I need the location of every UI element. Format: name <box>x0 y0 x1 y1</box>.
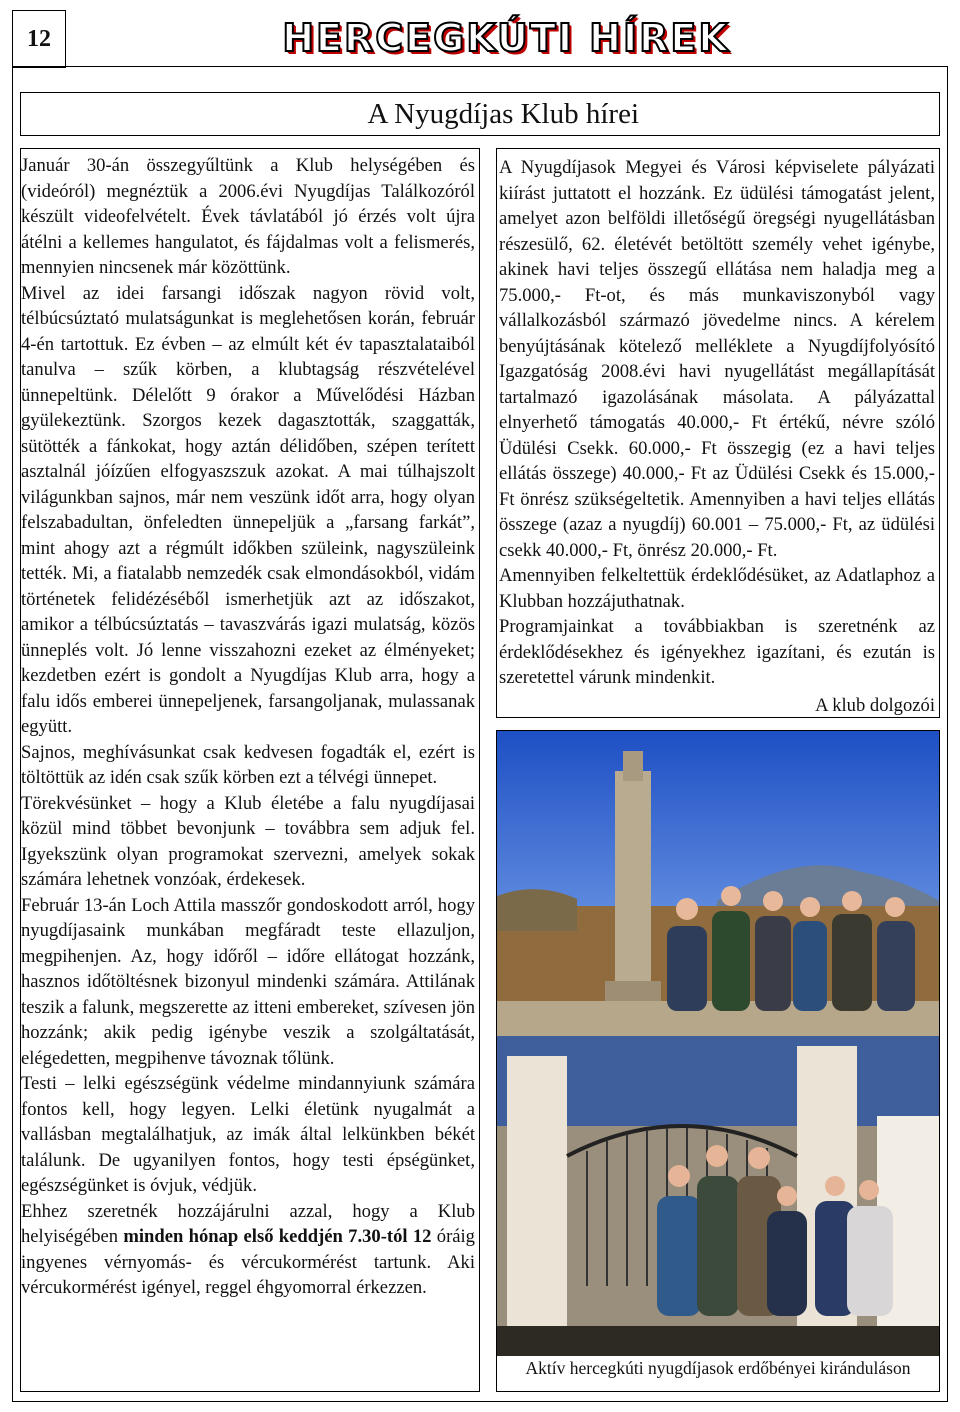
photo-caption: Aktív hercegkúti nyugdíjasok erdőbényei kiránduláson <box>525 1358 911 1378</box>
left-paragraph-3: Sajnos, meghívásunkat csak kedvesen fogadták el, ezért is töltöttük az idén csak szűk körben ezt a télvégi ünnepet. <box>21 741 475 788</box>
last-para-post: óráig ingyenes vérnyomás- és vércukormérést tartunk. Aki vércukormérést igényel, reggel éhgyomorral érkezzen. <box>21 1226 475 1298</box>
masthead-title: HERCEGKÚTI HÍREK <box>282 16 730 60</box>
left-paragraph-1: Január 30-án összegyűltünk a Klub helységében és (videóról) megnéztük a 2006.évi Nyugdíjas Találkozóról készült videofelvételt. Évek távlatából jó érzés volt újra átélni a kellemes hangulatot, és fájdalmas volt a felismerés, mennyien nincsenek már közöttünk. <box>21 155 475 278</box>
last-para-pre: Ehhez szeretnék hozzájárulni azzal, hogy a Klub helyiségében <box>21 1200 475 1247</box>
article-title: A Nyugdíjas Klub hírei <box>20 92 940 136</box>
signature: A klub dolgozói <box>815 694 935 716</box>
left-paragraph-6: Testi – lelki egészségünk védelme mindannyiunk számára fontos kell, hogy legyen. Lelki életünk nyugalmát a vallásban megtalálhatjuk, az imák által lelkünkben békét találunk. De ugyanilyen fontos, hogy testi épségünket, egészségünket is óvjuk, védjük. <box>21 1073 475 1196</box>
masthead <box>64 10 948 66</box>
left-column <box>20 148 480 1392</box>
right-paragraph-3: Programjainkat a továbbiakban is szeretnénk az érdeklődésekhez és igényekhez igazítani, és ezután is szeretettel várunk mindenkit. <box>499 616 935 688</box>
left-paragraph-7 <box>21 1199 475 1301</box>
left-paragraph-5: Február 13-án Loch Attila masszőr gondoskodott arról, hogy nyugdíjasaink munkában megfáradt teste ellazuljon, megpihenjen. Az, hogy időről – időre ellátogat hozzánk, hasznos időtöltésnek bizonyul mindenki számára. Attilának teszik a falunk, megszerette az itteni embereket, szívesen jön hozzánk; akik pedig igénybe veszik a szolgáltatását, elégedetten, megpihenve távoznak tőlünk. <box>21 894 475 1069</box>
right-paragraph-1: A Nyugdíjasok Megyei és Városi képviselete pályázati kiírást juttatott el hozzánk. Ez üdülési támogatást jelent, amelyet azon belföldi illetőségű öregségi nyugellátásban részesülő, 62. életévét betöltött személy vehet igénybe, akinek havi teljes összegű ellátása nem haladja meg a 75.000,- Ft-ot, és más munkaviszonyból vagy vállalkozásból származó jövedelme nincs. A kérelem benyújtásának kötelező melléklete a Nyugdíjfolyósító Igazgatóság 2008.évi havi nyugellátást megállapítását tartalmazó igazolásának másolata. A pályázattal elnyerhető támogatás 40.000,- Ft értékű, névre szóló Üdülési Csekk. 60.000,- Ft összegig (ez a havi teljes ellátás összege) 40.000,- Ft az Üdülési Csekk és 15.000,- Ft önrész szükségeltetik. Amennyiben a havi teljes ellátás összege (azaz a nyugdíj) 60.001 – 75.000,- Ft, az üdülési csekk 40.000,- Ft, önrész 20.000,- Ft. <box>499 157 935 561</box>
photo-cemetery-group <box>497 731 939 1036</box>
left-paragraph-4: Törekvésünket – hogy a Klub életébe a falu nyugdíjasai közül mind többet bevonjunk – továbbra sem adjuk fel. Igyekszünk olyan programokat szervezni, amelyek sokak számára lehetnek vonzóak, érdekesek. <box>21 792 475 890</box>
photo-gate-group <box>497 1036 939 1356</box>
left-paragraph-2: Mivel az idei farsangi időszak nagyon rövid volt, télbúcsúztató mulatságunkat is meglehetősen korán, február 4-én tartottuk. Ez évben – az elmúlt két év tapasztalataiból tanulva – szűk körben, a klubtagság részvételével ünnepeltünk. Délelőtt 9 órakor a Művelődési Házban gyülekeztünk. Szorgos kezek dagasztották, szaggatták, sütötték a fánkokat, hogy aztán délidőben, szépen terített asztalnál jóízűen elfogyaszszuk azokat. A mai túlhajszolt világunkban sajnos, már nem veszünk időt arra, hogy olyan felszabadultan, önfeledten ünnepeljük a „farsang farkát”, mint ahogy azt a régmúlt időkben szüleink, nagyszüleink tették. Mi, a fiatalabb nemzedék csak elmondásokból, vidám történetek felidézéséből ismerhetjük azt az időszakot, amikor a télbúcsúztatás – tavaszvárás igazi mulatság, közös ünneplés volt. Jó lenne visszahozni ezeket az élményeket; kezdetben ezért is gondolt a Nyugdíjas Klub arra, hogy a falu idős emberei ünnepeljenek, farsangoljanak, mulassanak együtt. <box>21 282 475 737</box>
right-paragraph-2: Amennyiben felkeltettük érdeklődésüket, az Adatlaphoz a Klubban hozzájuthatnak. <box>499 565 935 612</box>
last-para-bold: minden hónap első keddjén 7.30-tól 12 <box>123 1226 432 1247</box>
right-column <box>496 148 940 718</box>
page-number: 12 <box>12 10 66 68</box>
photo-box <box>496 730 940 1392</box>
